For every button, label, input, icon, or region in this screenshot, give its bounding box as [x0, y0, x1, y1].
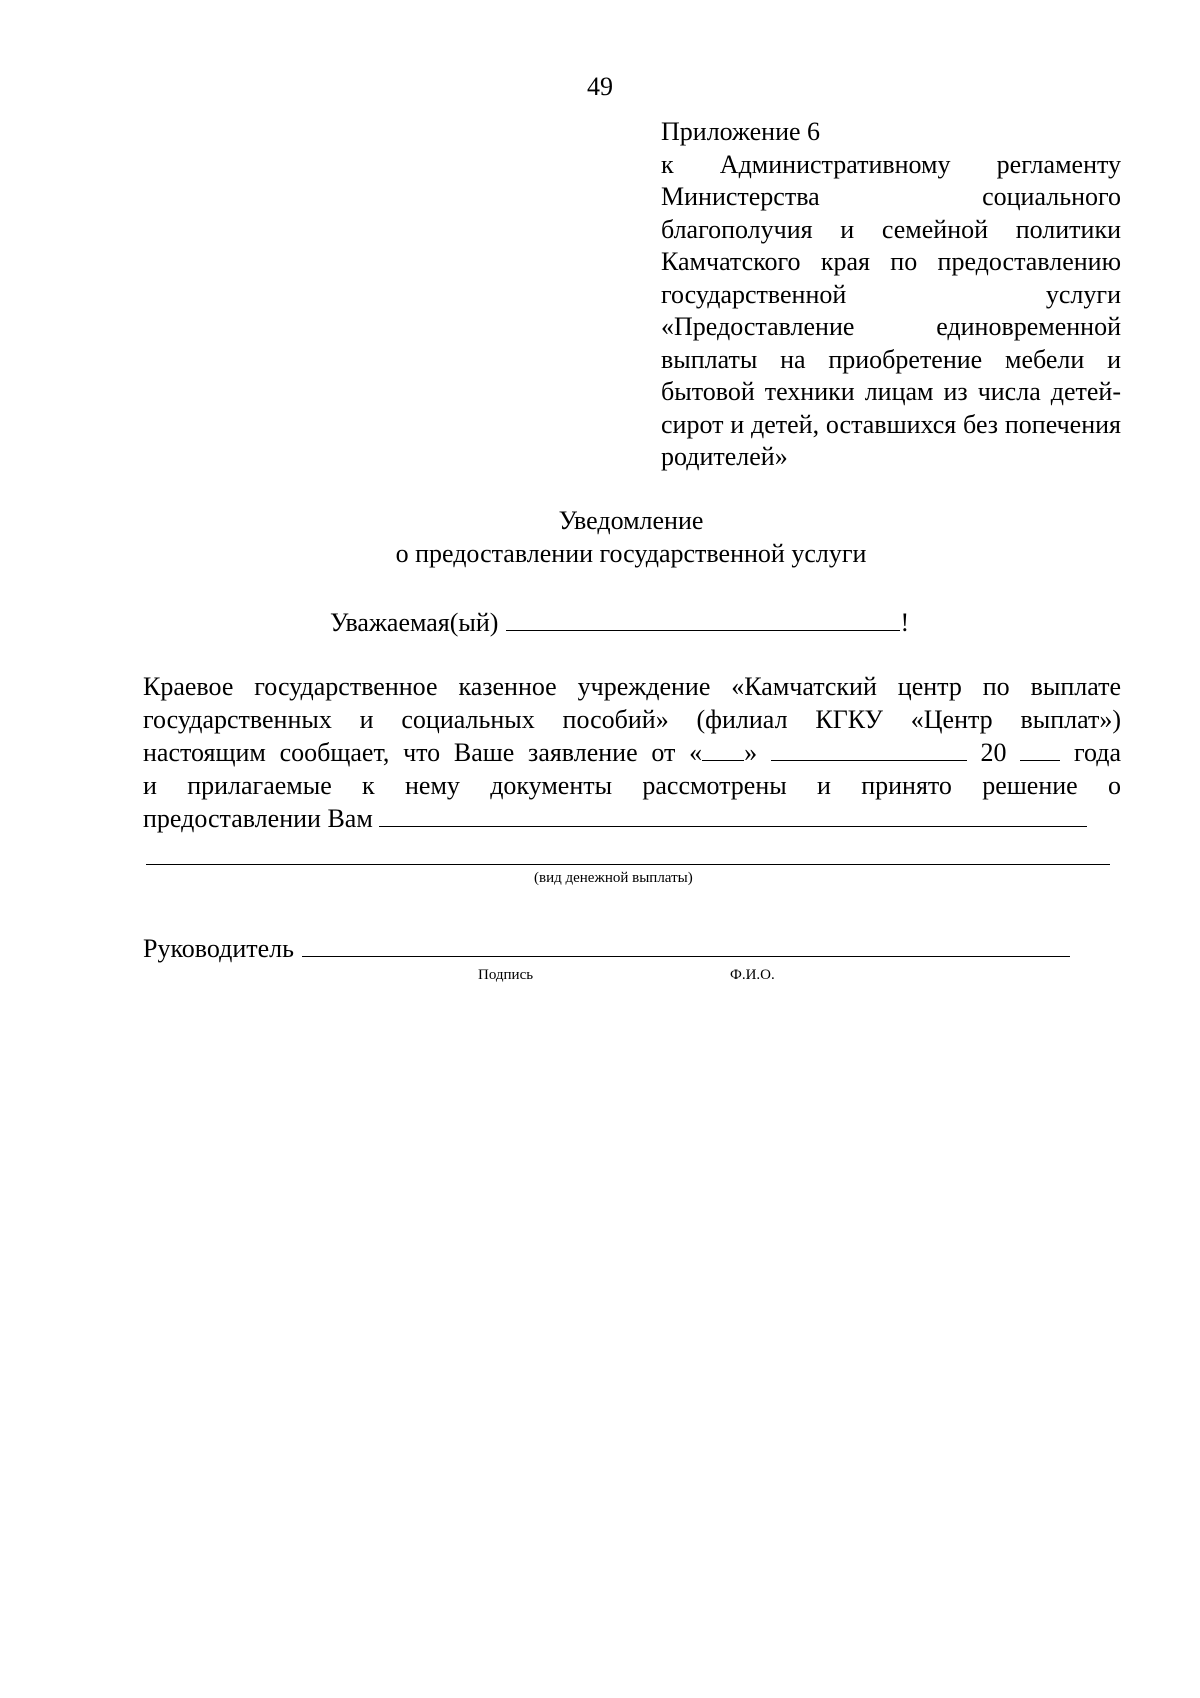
- body-line-1: Краевое государственное казенное учреждение «Камчатский центр по выплате: [143, 672, 1121, 701]
- recipient-name-blank: [506, 606, 900, 631]
- notification-body: [143, 671, 1121, 836]
- body-line-4: и прилагаемые к нему документы рассмотрены и принято решение о: [143, 770, 1121, 800]
- signature-row: [143, 932, 1070, 965]
- salutation: [330, 606, 909, 639]
- head-label: Руководитель: [143, 934, 294, 963]
- salutation-label: Уважаемая(ый): [330, 608, 499, 637]
- payment-type-blank: [379, 802, 1087, 827]
- appendix-title: Приложение 6: [661, 117, 821, 146]
- payment-type-continuation-line: [146, 864, 1110, 865]
- page-number: 49: [587, 72, 613, 101]
- body-line-2: государственных и социальных пособий» (филиал КГКУ «Центр выплат»): [143, 704, 1121, 734]
- body-line-3: [143, 736, 1121, 770]
- body-line-3-year-word: года: [1073, 738, 1122, 767]
- document-title-line2: о предоставлении государственной услуги: [395, 538, 867, 568]
- document-title-line1: Уведомление: [558, 506, 704, 535]
- salutation-end-mark: !: [900, 608, 910, 637]
- payment-type-caption: (вид денежной выплаты): [534, 870, 693, 886]
- application-year-blank: [1020, 736, 1060, 761]
- appendix-block: [661, 116, 1121, 474]
- body-line-3-quote: »: [744, 738, 758, 767]
- body-line-5-text: предоставлении Вам: [143, 804, 373, 833]
- application-day-blank: [702, 736, 744, 761]
- signature-blank: [302, 932, 1070, 957]
- signature-caption: Подпись: [478, 967, 534, 983]
- body-line-5: [143, 802, 1121, 836]
- body-line-3-century: 20: [980, 738, 1007, 767]
- application-month-blank: [771, 736, 967, 761]
- body-line-3-text: настоящим сообщает, что Ваше заявление от «: [143, 738, 703, 767]
- document-title: [0, 505, 1200, 570]
- appendix-text: к Административному регламенту Министерства социального благополучия и семейной политики Камчатского края по предоставлению государственной услуги «Предоставление единовременной выплаты на приобретение мебели и бытовой техники лицам из числа детей-сирот и детей, оставшихся без попечения родителей»: [661, 149, 1121, 471]
- full-name-caption: Ф.И.О.: [730, 967, 775, 983]
